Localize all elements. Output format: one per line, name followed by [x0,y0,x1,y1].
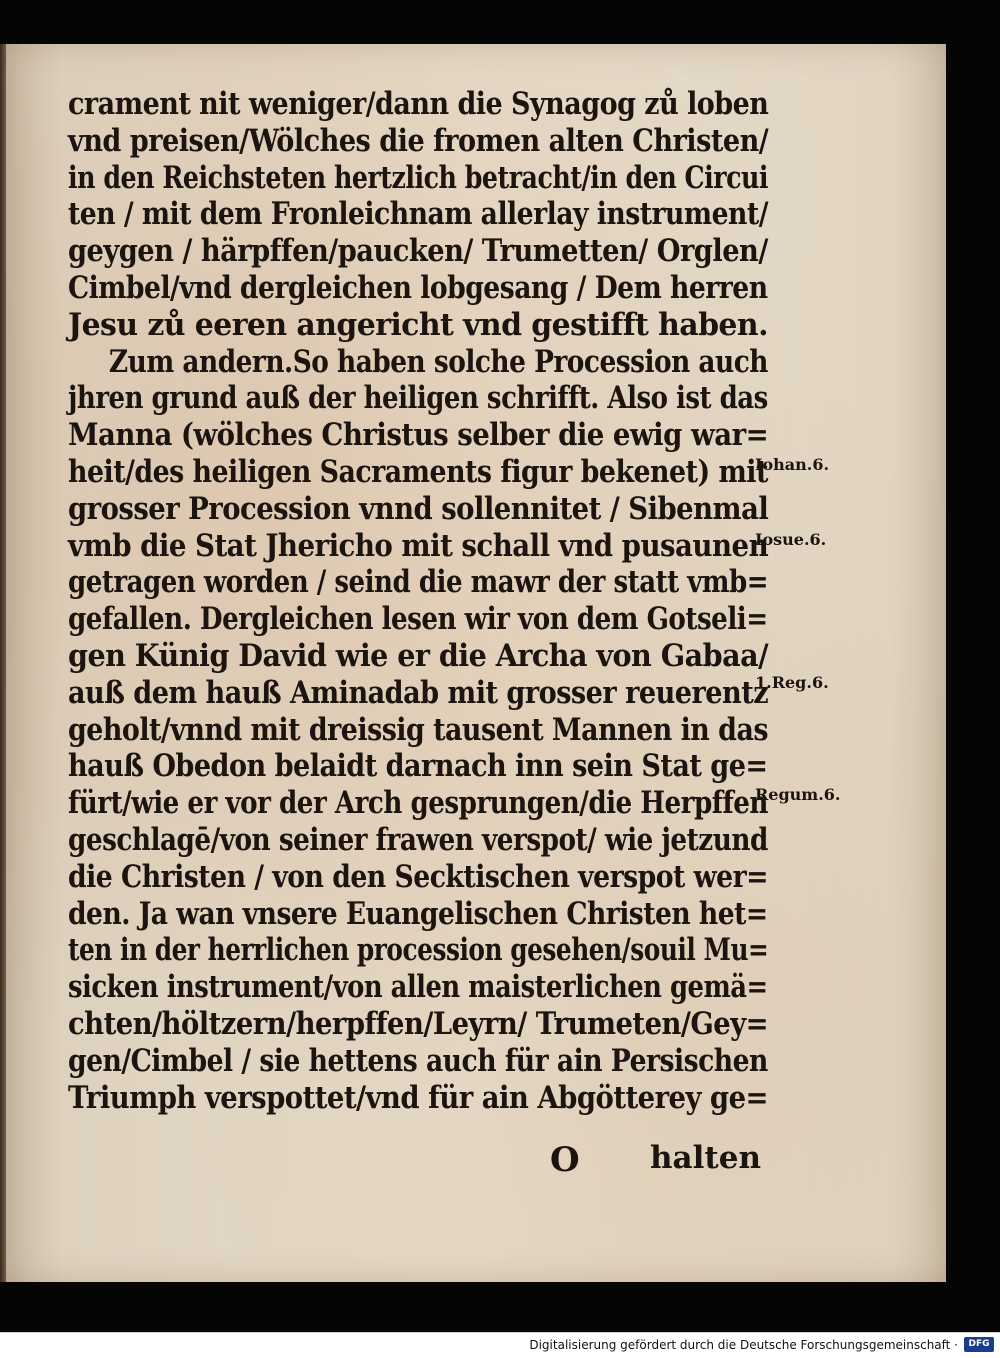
dfg-logo[interactable]: DFG [964,1337,994,1352]
signature-mark: O [550,1140,580,1180]
text-line-23: den. Ja wan vnsere Euangelischen Christen het= [68,895,768,932]
text-line-18: geholt/vnnd mit dreissig tausent Mannen in das [68,711,768,748]
text-line-19: hauß Obedon belaidt darnach inn sein Stat ge= [68,748,768,785]
text-line-12: grosser Procession vnnd sollennitet / Sibenmal [68,490,769,527]
text-line-2: vnd preisen/Wölches die fromen alten Christen/ [68,122,769,159]
text-line-8: Zum andern.So haben solche Procession auch [108,343,768,380]
margin-note-iosue: Iosue.6. [755,530,827,549]
text-line-22: die Christen / von den Secktischen verspot wer= [68,858,768,895]
digitization-footer [0,1332,1000,1358]
margin-note-1-reg: 1.Reg.6. [755,673,829,692]
text-line-9: jhren grund auß der heiligen schrifft. Also ist das [68,380,768,417]
text-line-26: chten/höltzern/herpffen/Leyrn/ Trumeten/Gey= [68,1005,769,1042]
text-line-28: Triumph verspottet/vnd für ain Abgötterey ge= [68,1079,769,1116]
text-line-13: vmb die Stat Jhericho mit schall vnd pusaunen [68,527,769,564]
text-line-4: ten / mit dem Fronleichnam allerlay instrument/ [68,196,768,233]
text-line-15: gefallen. Dergleichen lesen wir von dem Gotseli= [68,601,768,638]
text-line-6: Cimbel/vnd dergleichen lobgesang / Dem herren [68,269,768,306]
text-line-20: fürt/wie er vor der Arch gesprungen/die Herpffen [68,785,768,822]
text-line-21: geschlagē/von seiner frawen verspot/ wie jetzund [68,821,768,858]
catchword: halten [650,1140,761,1176]
text-line-27: gen/Cimbel / sie hettens auch für ain Persischen [68,1042,768,1079]
text-line-24: ten in der herrlichen procession gesehen/souil Mu= [68,932,769,969]
margin-note-regum: Regum.6. [755,785,841,804]
text-line-11: heit/des heiligen Sacraments figur bekenet) mit [68,453,768,490]
footer-credit-text: Digitalisierung gefördert durch die Deutsche Forschungsgemeinschaft · [529,1338,958,1352]
body-text-block [68,86,773,1116]
text-line-16: gen Künig David wie er die Archa von Gabaa/ [68,637,768,674]
text-line-5: geygen / härpffen/paucken/ Trumetten/ Orglen/ [68,233,768,270]
text-line-14: getragen worden / seind die mawr der statt vmb= [68,564,769,601]
page-bottom-row [540,1140,780,1180]
text-line-3: in den Reichsteten hertzlich betracht/in den Circui [68,159,769,196]
text-line-1: crament nit weniger/dann die Synagog zů loben [68,86,769,122]
text-line-10: Manna (wölches Christus selber die ewig war= [68,417,769,454]
text-line-17: auß dem hauß Aminadab mit grosser reuerentz [68,674,769,711]
text-line-25: sicken instrument/von allen maisterlichen gemä= [68,969,768,1006]
margin-note-iohan: Iohan.6. [755,455,830,474]
text-line-7: Jesu zů eeren angericht vnd gestifft haben. [68,306,768,343]
